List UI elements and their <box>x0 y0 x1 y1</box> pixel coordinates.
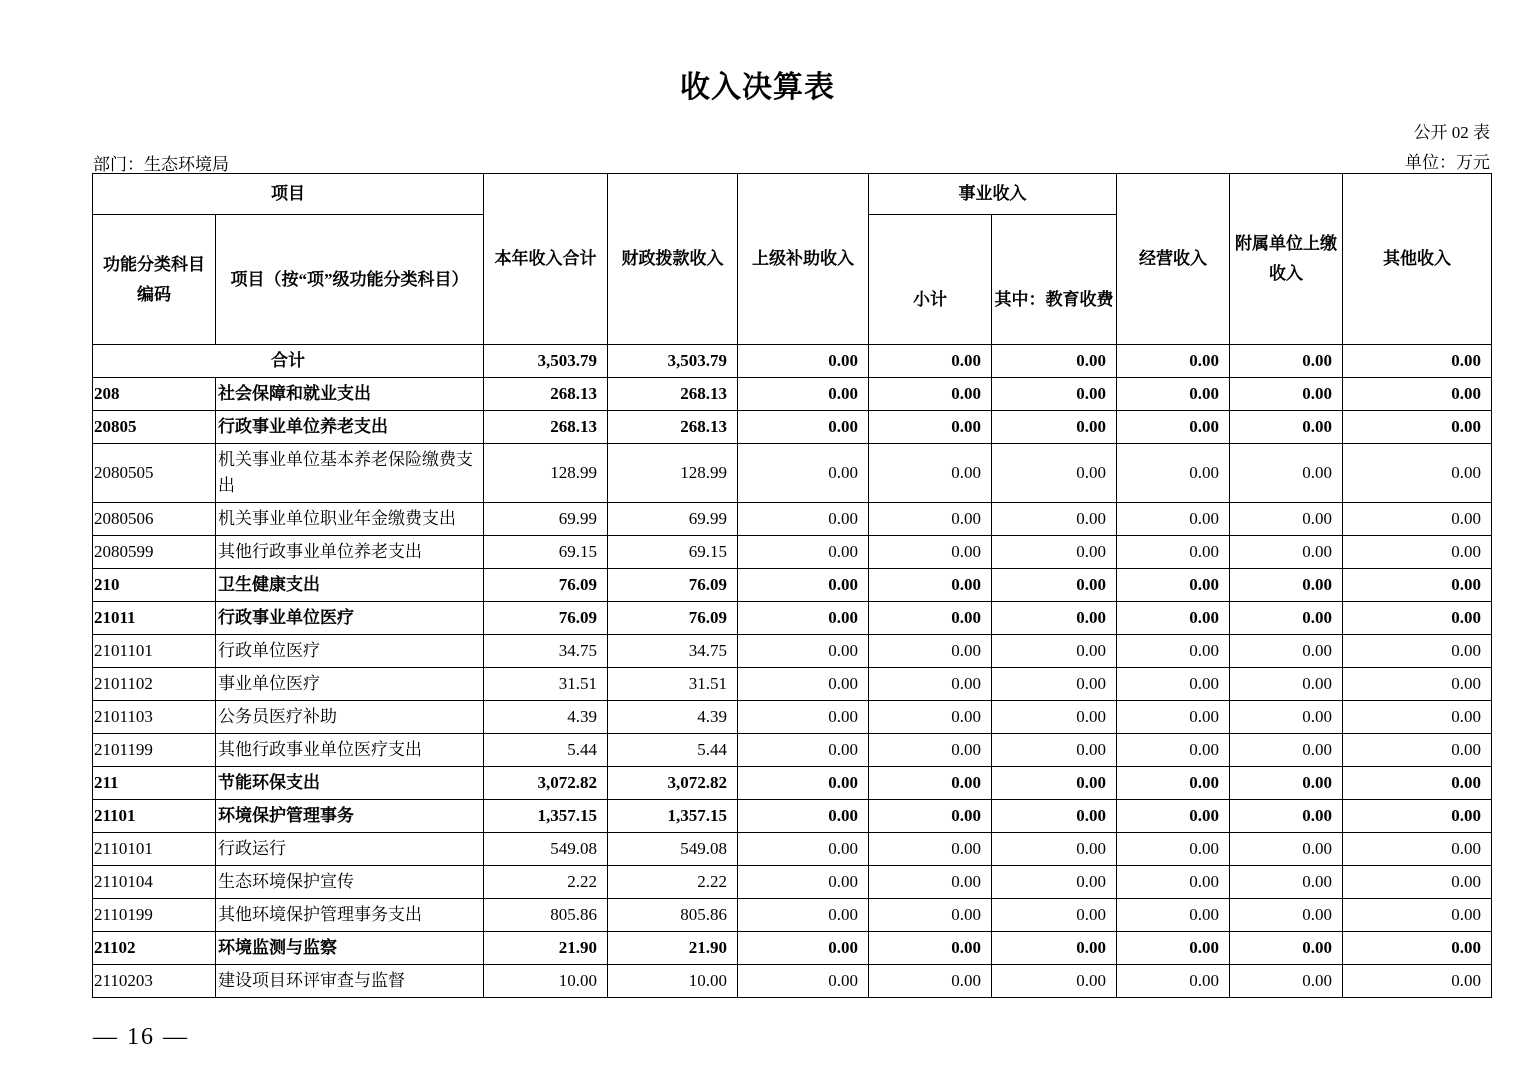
income-table <box>92 173 1492 998</box>
row-value: 0.00 <box>869 635 992 668</box>
row-value: 0.00 <box>869 536 992 569</box>
row-value: 0.00 <box>738 965 869 998</box>
total-value: 0.00 <box>1343 345 1492 378</box>
row-value: 0.00 <box>1343 965 1492 998</box>
table-row <box>93 800 1492 833</box>
row-value: 0.00 <box>992 602 1117 635</box>
row-code: 208 <box>93 378 216 411</box>
row-value: 0.00 <box>1117 635 1230 668</box>
row-code: 2101103 <box>93 701 216 734</box>
row-value: 0.00 <box>1230 602 1343 635</box>
unit-label: 单位：万元 <box>1405 153 1490 172</box>
row-code: 2101199 <box>93 734 216 767</box>
row-value: 0.00 <box>1117 932 1230 965</box>
header-subtotal: 小计 <box>869 215 992 345</box>
row-value: 0.00 <box>992 668 1117 701</box>
row-value: 0.00 <box>1117 767 1230 800</box>
row-value: 0.00 <box>869 411 992 444</box>
header-other: 其他收入 <box>1343 174 1492 345</box>
row-value: 0.00 <box>992 965 1117 998</box>
row-name: 机关事业单位基本养老保险缴费支出 <box>216 444 484 503</box>
row-value: 31.51 <box>608 668 738 701</box>
row-value: 0.00 <box>992 444 1117 503</box>
row-value: 268.13 <box>608 411 738 444</box>
header-fiscal: 财政拨款收入 <box>608 174 738 345</box>
row-value: 0.00 <box>992 899 1117 932</box>
row-value: 0.00 <box>869 866 992 899</box>
row-value: 0.00 <box>1343 444 1492 503</box>
row-value: 0.00 <box>869 602 992 635</box>
row-value: 0.00 <box>1343 833 1492 866</box>
form-number: 公开 02 表 <box>1413 123 1490 142</box>
row-value: 0.00 <box>869 767 992 800</box>
row-value: 0.00 <box>738 734 869 767</box>
row-value: 0.00 <box>1117 701 1230 734</box>
row-code: 2080599 <box>93 536 216 569</box>
row-value: 0.00 <box>1117 800 1230 833</box>
table-row <box>93 734 1492 767</box>
row-value: 0.00 <box>1343 602 1492 635</box>
row-value: 5.44 <box>484 734 608 767</box>
row-value: 0.00 <box>1343 767 1492 800</box>
row-value: 549.08 <box>484 833 608 866</box>
row-value: 0.00 <box>1230 965 1343 998</box>
row-value: 549.08 <box>608 833 738 866</box>
row-value: 0.00 <box>869 899 992 932</box>
row-name: 生态环境保护宣传 <box>216 866 484 899</box>
row-value: 0.00 <box>738 899 869 932</box>
row-code: 21101 <box>93 800 216 833</box>
row-value: 0.00 <box>738 444 869 503</box>
row-name: 其他环境保护管理事务支出 <box>216 899 484 932</box>
row-code: 2080505 <box>93 444 216 503</box>
row-value: 0.00 <box>738 767 869 800</box>
header-education: 其中：教育收费 <box>992 215 1117 345</box>
row-value: 0.00 <box>992 701 1117 734</box>
row-value: 0.00 <box>1343 866 1492 899</box>
row-value: 805.86 <box>484 899 608 932</box>
row-value: 0.00 <box>1117 536 1230 569</box>
table-body <box>93 345 1492 998</box>
row-value: 0.00 <box>1230 767 1343 800</box>
row-name: 环境监测与监察 <box>216 932 484 965</box>
table-row <box>93 411 1492 444</box>
row-value: 0.00 <box>1343 411 1492 444</box>
row-code: 2110101 <box>93 833 216 866</box>
header-name: 项目（按“项”级功能分类科目） <box>216 215 484 345</box>
row-value: 0.00 <box>1230 833 1343 866</box>
row-name: 其他行政事业单位医疗支出 <box>216 734 484 767</box>
total-value: 3,503.79 <box>484 345 608 378</box>
row-value: 268.13 <box>484 378 608 411</box>
row-value: 0.00 <box>992 411 1117 444</box>
row-value: 1,357.15 <box>484 800 608 833</box>
row-value: 0.00 <box>1117 411 1230 444</box>
row-value: 0.00 <box>738 866 869 899</box>
table-row <box>93 899 1492 932</box>
row-value: 0.00 <box>738 602 869 635</box>
row-code: 21102 <box>93 932 216 965</box>
total-value: 0.00 <box>992 345 1117 378</box>
row-value: 2.22 <box>608 866 738 899</box>
header-total: 本年收入合计 <box>484 174 608 345</box>
header-business: 事业收入 <box>869 174 1117 215</box>
table-row <box>93 932 1492 965</box>
row-value: 0.00 <box>1343 701 1492 734</box>
row-value: 0.00 <box>1230 635 1343 668</box>
row-code: 2101101 <box>93 635 216 668</box>
page-number: — 16 — <box>93 1024 189 1050</box>
table-row <box>93 668 1492 701</box>
header-code: 功能分类科目编码 <box>93 215 216 345</box>
header-superior: 上级补助收入 <box>738 174 869 345</box>
row-value: 0.00 <box>1343 800 1492 833</box>
row-code: 210 <box>93 569 216 602</box>
row-code: 2110104 <box>93 866 216 899</box>
row-code: 2110203 <box>93 965 216 998</box>
row-code: 211 <box>93 767 216 800</box>
table-row <box>93 378 1492 411</box>
row-value: 10.00 <box>484 965 608 998</box>
row-name: 节能环保支出 <box>216 767 484 800</box>
row-value: 21.90 <box>608 932 738 965</box>
row-value: 69.99 <box>484 503 608 536</box>
row-value: 0.00 <box>1230 866 1343 899</box>
row-value: 0.00 <box>738 635 869 668</box>
row-name: 机关事业单位职业年金缴费支出 <box>216 503 484 536</box>
row-value: 128.99 <box>608 444 738 503</box>
row-value: 0.00 <box>1343 899 1492 932</box>
row-value: 0.00 <box>869 444 992 503</box>
row-name: 环境保护管理事务 <box>216 800 484 833</box>
row-value: 0.00 <box>992 503 1117 536</box>
header-affiliated: 附属单位上缴收入 <box>1230 174 1343 345</box>
row-value: 0.00 <box>1230 800 1343 833</box>
row-code: 21011 <box>93 602 216 635</box>
row-value: 0.00 <box>738 701 869 734</box>
row-value: 0.00 <box>992 536 1117 569</box>
row-value: 2.22 <box>484 866 608 899</box>
row-value: 0.00 <box>992 378 1117 411</box>
total-value: 3,503.79 <box>608 345 738 378</box>
row-name: 社会保障和就业支出 <box>216 378 484 411</box>
row-value: 1,357.15 <box>608 800 738 833</box>
row-value: 0.00 <box>738 833 869 866</box>
row-value: 0.00 <box>992 635 1117 668</box>
row-value: 0.00 <box>869 932 992 965</box>
header-project: 项目 <box>93 174 484 215</box>
total-value: 0.00 <box>869 345 992 378</box>
row-value: 0.00 <box>1230 899 1343 932</box>
row-value: 0.00 <box>738 536 869 569</box>
row-value: 0.00 <box>869 701 992 734</box>
row-value: 0.00 <box>869 833 992 866</box>
total-label: 合计 <box>93 345 484 378</box>
row-value: 0.00 <box>1117 444 1230 503</box>
row-name: 公务员医疗补助 <box>216 701 484 734</box>
row-value: 0.00 <box>1230 932 1343 965</box>
row-value: 0.00 <box>992 767 1117 800</box>
row-value: 0.00 <box>992 734 1117 767</box>
row-value: 76.09 <box>608 602 738 635</box>
row-value: 0.00 <box>1117 866 1230 899</box>
row-value: 0.00 <box>1343 569 1492 602</box>
row-value: 0.00 <box>738 378 869 411</box>
row-value: 0.00 <box>992 866 1117 899</box>
department-label: 部门：生态环境局 <box>93 155 229 174</box>
row-value: 0.00 <box>869 965 992 998</box>
row-value: 0.00 <box>738 668 869 701</box>
row-value: 69.99 <box>608 503 738 536</box>
page-title: 收入决算表 <box>680 71 835 104</box>
row-name: 行政事业单位医疗 <box>216 602 484 635</box>
row-value: 0.00 <box>1230 536 1343 569</box>
row-value: 31.51 <box>484 668 608 701</box>
row-value: 69.15 <box>484 536 608 569</box>
row-value: 0.00 <box>869 503 992 536</box>
row-value: 0.00 <box>1117 899 1230 932</box>
row-value: 3,072.82 <box>484 767 608 800</box>
row-name: 卫生健康支出 <box>216 569 484 602</box>
row-value: 0.00 <box>992 800 1117 833</box>
row-value: 268.13 <box>608 378 738 411</box>
row-value: 0.00 <box>738 800 869 833</box>
row-value: 0.00 <box>1117 602 1230 635</box>
table-row <box>93 602 1492 635</box>
row-value: 0.00 <box>1230 378 1343 411</box>
table-row <box>93 965 1492 998</box>
row-value: 0.00 <box>1230 734 1343 767</box>
row-name: 建设项目环评审查与监督 <box>216 965 484 998</box>
row-value: 0.00 <box>1230 503 1343 536</box>
row-value: 0.00 <box>1343 503 1492 536</box>
row-value: 0.00 <box>1343 932 1492 965</box>
table-row <box>93 503 1492 536</box>
row-value: 3,072.82 <box>608 767 738 800</box>
row-value: 0.00 <box>1230 668 1343 701</box>
row-value: 10.00 <box>608 965 738 998</box>
row-value: 0.00 <box>869 734 992 767</box>
row-value: 0.00 <box>738 932 869 965</box>
row-code: 20805 <box>93 411 216 444</box>
total-value: 0.00 <box>1230 345 1343 378</box>
row-value: 34.75 <box>484 635 608 668</box>
row-value: 0.00 <box>992 833 1117 866</box>
row-value: 0.00 <box>738 569 869 602</box>
row-value: 34.75 <box>608 635 738 668</box>
table-row <box>93 569 1492 602</box>
row-value: 0.00 <box>1230 569 1343 602</box>
row-value: 69.15 <box>608 536 738 569</box>
row-value: 0.00 <box>992 932 1117 965</box>
row-value: 0.00 <box>1230 444 1343 503</box>
row-value: 0.00 <box>869 569 992 602</box>
row-value: 0.00 <box>1117 503 1230 536</box>
table-row <box>93 444 1492 503</box>
row-value: 0.00 <box>1343 734 1492 767</box>
row-value: 0.00 <box>1117 734 1230 767</box>
row-value: 0.00 <box>869 668 992 701</box>
total-row <box>93 345 1492 378</box>
row-value: 0.00 <box>1343 378 1492 411</box>
row-value: 4.39 <box>608 701 738 734</box>
row-value: 268.13 <box>484 411 608 444</box>
row-value: 0.00 <box>738 411 869 444</box>
row-value: 0.00 <box>1343 635 1492 668</box>
total-value: 0.00 <box>1117 345 1230 378</box>
row-value: 0.00 <box>1230 411 1343 444</box>
row-value: 0.00 <box>738 503 869 536</box>
table-row <box>93 536 1492 569</box>
row-value: 76.09 <box>484 569 608 602</box>
row-value: 76.09 <box>608 569 738 602</box>
table-row <box>93 635 1492 668</box>
row-value: 0.00 <box>1117 965 1230 998</box>
row-value: 76.09 <box>484 602 608 635</box>
row-code: 2110199 <box>93 899 216 932</box>
row-value: 0.00 <box>1117 668 1230 701</box>
table-row <box>93 701 1492 734</box>
table-row <box>93 767 1492 800</box>
row-value: 5.44 <box>608 734 738 767</box>
row-value: 0.00 <box>1230 701 1343 734</box>
row-name: 行政运行 <box>216 833 484 866</box>
row-name: 其他行政事业单位养老支出 <box>216 536 484 569</box>
table-row <box>93 833 1492 866</box>
row-code: 2101102 <box>93 668 216 701</box>
table-header <box>93 174 1492 345</box>
row-value: 0.00 <box>992 569 1117 602</box>
row-code: 2080506 <box>93 503 216 536</box>
row-name: 行政事业单位养老支出 <box>216 411 484 444</box>
row-value: 4.39 <box>484 701 608 734</box>
row-value: 21.90 <box>484 932 608 965</box>
row-value: 0.00 <box>1117 833 1230 866</box>
row-name: 事业单位医疗 <box>216 668 484 701</box>
row-value: 0.00 <box>869 378 992 411</box>
row-value: 0.00 <box>1117 569 1230 602</box>
row-value: 805.86 <box>608 899 738 932</box>
header-operating: 经营收入 <box>1117 174 1230 345</box>
row-value: 0.00 <box>1343 668 1492 701</box>
row-value: 0.00 <box>869 800 992 833</box>
row-value: 0.00 <box>1343 536 1492 569</box>
row-value: 0.00 <box>1117 378 1230 411</box>
row-value: 128.99 <box>484 444 608 503</box>
total-value: 0.00 <box>738 345 869 378</box>
table-row <box>93 866 1492 899</box>
row-name: 行政单位医疗 <box>216 635 484 668</box>
